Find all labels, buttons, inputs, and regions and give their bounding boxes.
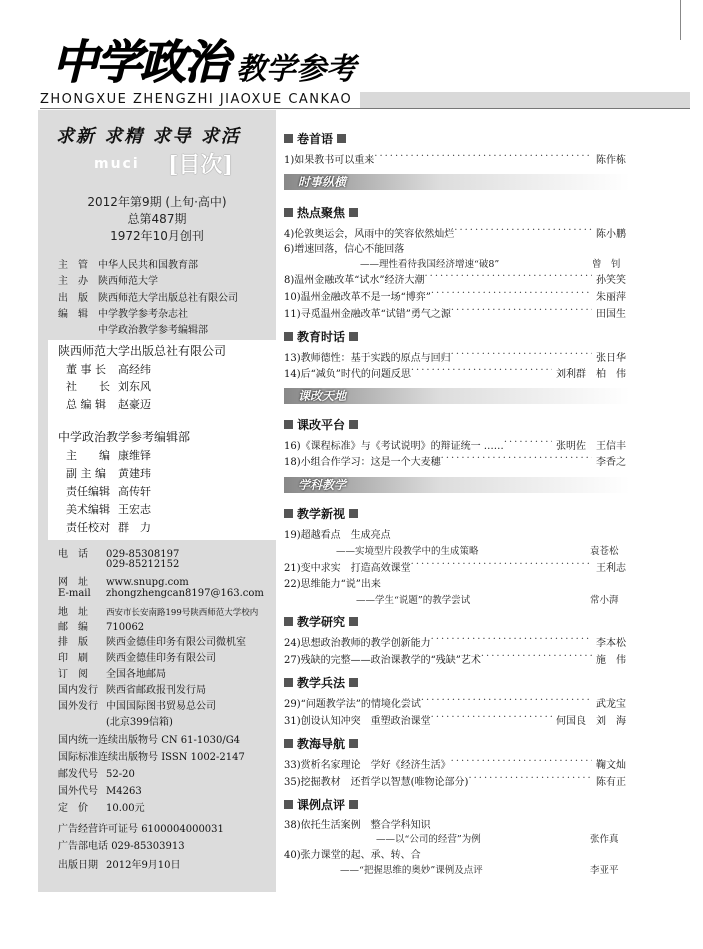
staff-key: 主 编	[66, 449, 110, 462]
section-heading	[284, 204, 358, 221]
subtitle-text: ——以“公司的经营”为例	[376, 834, 481, 845]
editorial-row	[58, 256, 198, 271]
contact-value: M4263	[106, 786, 142, 797]
section-title: 卷首语	[297, 132, 334, 146]
contact-key: 定 价	[58, 803, 88, 814]
section-title: 热点聚焦	[297, 206, 346, 220]
entry-title: 14)后“减负”时代的问题反思	[284, 369, 411, 380]
section-heading	[284, 735, 358, 752]
staff-value: 高经纬	[118, 363, 151, 376]
entry-author: 陈作栋	[596, 155, 626, 166]
subtitle-text: ——实境型片段教学中的生成策略	[336, 546, 479, 557]
contact-value: 西安市长安南路199号陕西师范大学校内	[106, 608, 259, 618]
contact-key: 广告经营许可证号	[58, 824, 138, 835]
contact-key: 网 址	[58, 577, 88, 588]
category-title: 学科教学	[298, 478, 347, 492]
staff-row	[66, 378, 151, 394]
muci-label: muci	[94, 156, 140, 172]
entry-author: 张作真	[590, 834, 619, 845]
toc-entry[interactable]	[284, 712, 626, 727]
toc-entry[interactable]	[284, 651, 626, 666]
contact-row	[58, 697, 216, 712]
staff-key: 责任校对	[66, 521, 110, 534]
entry-title: 11)寻觅温州金融改革“试错”勇气之源	[284, 309, 451, 320]
contact-row	[58, 681, 206, 696]
contact-value: 陕西金德佳印务有限公司	[106, 653, 216, 664]
contact-key: 国际标准连续出版物号	[58, 752, 158, 763]
entry-title: 21)变中求实 打造高效课堂	[284, 563, 411, 574]
contact-row	[58, 665, 166, 680]
editorial-value: 陕西师范大学出版总社有限公司	[98, 293, 238, 304]
contact-key: 排 版	[58, 637, 88, 648]
header-bar	[360, 92, 690, 108]
staff-row	[66, 447, 151, 463]
section-heading	[284, 674, 358, 691]
editorial-value: 中华人民共和国教育部	[98, 260, 198, 271]
entry-subtitle	[340, 862, 483, 876]
contact-value: zhongzhengcan8197@163.com	[106, 588, 264, 599]
entry-subtitle	[356, 592, 470, 606]
subtitle-text: ——理性看待我国经济增速“破8”	[360, 259, 500, 270]
contact-row	[58, 588, 264, 599]
contact-value: 陕西省邮政报刊发行局	[106, 685, 206, 696]
contact-row	[58, 633, 246, 648]
contact-key: 邮发代号	[58, 769, 98, 780]
entry-title: 38)依托生活案例 整合学科知识	[284, 820, 431, 831]
staff-value: 刘东风	[118, 380, 151, 393]
toc-entry[interactable]	[284, 756, 626, 771]
section-title: 课改平台	[297, 418, 346, 432]
toc-entry[interactable]	[284, 349, 626, 364]
category-title: 课改天地	[298, 389, 347, 403]
entry-title: 29)“问题教学法”的情境化尝试	[284, 699, 421, 710]
issue-line-3: 1972年10月创刊	[110, 229, 204, 243]
contact-key: 国外代号	[58, 786, 98, 797]
entry-author: 王利志	[596, 563, 626, 574]
staff-value: 赵豪迈	[118, 398, 151, 411]
entry-title: 10)温州金融改革不是一场“博弈”	[284, 292, 431, 303]
staff-key: 总 编 辑	[66, 398, 106, 411]
contact-key: 订 阅	[58, 669, 88, 680]
section-heading	[284, 416, 358, 433]
editorial-row	[58, 321, 208, 336]
toc-entry[interactable]	[284, 151, 626, 166]
header-rule	[40, 108, 690, 109]
entry-subtitle	[376, 831, 481, 845]
entry-author: 武龙宝	[596, 699, 626, 710]
subtitle-text: ——学生“说题”的教学尝试	[356, 595, 471, 606]
entry-subtitle	[336, 543, 479, 557]
editorial-value: 中学教学参考杂志社	[98, 309, 188, 320]
toc-entry[interactable]	[284, 288, 626, 303]
toc-entry[interactable]	[284, 816, 626, 831]
entry-author: 陈有正	[596, 777, 626, 788]
editorial-key: 主 管	[58, 260, 88, 271]
staff-row	[66, 501, 151, 517]
entry-title: 1)如果教书可以重来	[284, 155, 375, 166]
issue-line-2: 总第487期	[127, 212, 187, 226]
toc-entry[interactable]	[284, 271, 626, 286]
entry-title: 22)思维能力“说”出来	[284, 579, 381, 590]
contact-value: (北京399信箱)	[106, 717, 173, 728]
contact-row	[58, 713, 173, 728]
staff-key: 责任编辑	[66, 485, 110, 498]
contact-value: 029-85308197	[106, 549, 180, 560]
entry-author: 朱丽萍	[596, 292, 626, 303]
contact-value: www.snupg.com	[106, 577, 189, 588]
staff-value: 高传轩	[118, 485, 151, 498]
entry-author: 李本松	[596, 638, 626, 649]
entry-title: 13)教师德性：基于实践的原点与回归	[284, 353, 451, 364]
toc-entry[interactable]	[284, 437, 626, 452]
editorial-key: 编 辑	[58, 309, 88, 320]
category-band	[284, 388, 630, 404]
staff-key: 董 事 长	[66, 363, 106, 376]
toc-entry[interactable]	[284, 225, 626, 240]
contact-value: 10.00元	[106, 803, 145, 814]
entry-author: 常小湃	[590, 595, 619, 606]
section-heading	[284, 796, 358, 813]
contact-value: 2012年9月10日	[106, 860, 181, 871]
staff-key: 副 主 编	[66, 467, 106, 480]
contact-row	[58, 545, 179, 560]
entry-author: 施 伟	[596, 655, 626, 666]
staff-row	[66, 465, 151, 481]
section-title: 教学兵法	[297, 676, 346, 690]
contact-key: 国内发行	[58, 685, 98, 696]
section-title: 教育时话	[297, 330, 346, 344]
staff-value: 王宏志	[118, 503, 151, 516]
corner-line	[680, 0, 681, 40]
entry-author: 李亚平	[590, 865, 619, 876]
contact-key: 出版日期	[58, 860, 98, 871]
contact-value: ISSN 1002-2147	[161, 752, 245, 763]
contact-key: 广告部电话	[58, 841, 108, 852]
contact-value: 52-20	[106, 769, 135, 780]
entry-author: 鞠文灿	[596, 760, 626, 771]
dept-name: 中学政治教学参考编辑部	[58, 430, 191, 444]
contact-value: CN 61-1030/G4	[161, 735, 241, 746]
mulu-text: 目次	[178, 152, 223, 178]
toc-entry[interactable]	[284, 559, 626, 574]
contact-key: 国内统一连续出版物号	[58, 735, 158, 746]
contact-value: 陕西金德佳印务有限公司微机室	[106, 637, 246, 648]
mulu-title: [目次]	[168, 152, 233, 178]
contact-value: 710062	[106, 622, 145, 633]
entry-title: 19)超越看点 生成亮点	[284, 530, 391, 541]
section-title: 教学新视	[297, 507, 346, 521]
editorial-row	[58, 272, 158, 287]
staff-row	[66, 483, 151, 499]
contact-row	[58, 765, 135, 780]
entry-author: 田国生	[596, 309, 626, 320]
publisher-name: 陕西师范大学出版总社有限公司	[58, 344, 227, 358]
editorial-key: 出 版	[58, 293, 88, 304]
contact-key: E-mail	[58, 588, 91, 599]
entry-author: 袁苍松	[590, 546, 619, 557]
section-title: 课例点评	[297, 798, 346, 812]
entry-subtitle	[360, 256, 499, 270]
staff-row	[66, 519, 151, 535]
staff-key: 社 长	[66, 380, 110, 393]
contact-row	[58, 820, 224, 835]
editorial-key: 主 办	[58, 276, 88, 287]
contact-row	[58, 603, 258, 618]
entry-title: 40)张力课堂的起、承、转、合	[284, 850, 421, 861]
staff-value: 黄建玮	[118, 467, 151, 480]
entry-author: 曾 钊	[592, 259, 621, 270]
entry-author: 刘利群 柏 伟	[556, 369, 626, 380]
entry-title: 31)创设认知冲突 重塑政治课堂	[284, 716, 431, 727]
masthead-title-small: 教学参考	[236, 52, 356, 87]
entry-title: 35)挖掘教材 还哲学以智慧(唯物论部分)	[284, 777, 469, 788]
editorial-row	[58, 289, 238, 304]
contact-row	[58, 837, 185, 852]
category-band	[284, 477, 630, 493]
contact-value: 中国国际图书贸易总公司	[106, 701, 216, 712]
contact-value: 6100004000031	[141, 824, 224, 835]
masthead-title-big: 中学政治	[52, 35, 228, 89]
staff-row	[66, 361, 151, 377]
contact-key: 电 话	[58, 549, 88, 560]
toc-entry[interactable]	[284, 365, 626, 380]
staff-row	[66, 396, 151, 412]
contact-key: 国外发行	[58, 701, 98, 712]
entry-author: 何国良 刘 海	[556, 716, 626, 727]
toc-entry[interactable]	[284, 240, 626, 255]
staff-value: 康维铎	[118, 449, 151, 462]
editorial-row	[58, 305, 188, 320]
entry-title: 4)伦敦奥运会，风雨中的笑容依然灿烂	[284, 229, 455, 240]
masthead-pinyin: ZHONGXUE ZHENGZHI JIAOXUE CANKAO	[40, 92, 353, 107]
toc-entry[interactable]	[284, 305, 626, 320]
entry-author: 张明佐 王信丰	[556, 441, 626, 452]
contact-key: 印 刷	[58, 653, 88, 664]
staff-value: 群 力	[118, 521, 151, 534]
editorial-value: 中学政治教学参考编辑部	[98, 325, 208, 336]
toc-entry[interactable]	[284, 526, 626, 541]
contact-value: 029-85212152	[106, 559, 180, 570]
entry-author: 孙笑笑	[596, 275, 626, 286]
contact-row	[58, 649, 216, 664]
contact-row	[58, 856, 181, 871]
entry-title: 8)温州金融改革“试水”经济大潮	[284, 275, 425, 286]
section-heading	[284, 505, 358, 522]
entry-title: 18)小组合作学习：这是一个大麦穗	[284, 457, 441, 468]
contact-row	[58, 618, 144, 633]
toc-entry[interactable]	[284, 695, 626, 710]
entry-title: 27)残缺的完整——政治课教学的“残缺”艺术	[284, 655, 481, 666]
editorial-value: 陕西师范大学	[98, 276, 158, 287]
contact-row	[58, 748, 245, 763]
issue-line-1: 2012年第9期 (上旬·高中)	[87, 195, 227, 209]
entry-title: 6)增速回落，信心不能回落	[284, 244, 405, 255]
entry-title: 16)《课程标准》与《考试说明》的辩证统一 ……	[284, 441, 504, 452]
contact-key: 邮 编	[58, 622, 88, 633]
category-band	[284, 174, 630, 190]
contact-row	[58, 559, 179, 570]
toc-entry[interactable]	[284, 846, 626, 861]
slogan: 求新 求精 求导 求活	[56, 126, 241, 147]
category-title: 时事纵横	[298, 175, 347, 189]
entry-author: 张日华	[596, 353, 626, 364]
staff-key: 美术编辑	[66, 503, 110, 516]
contact-value: 全国各地邮局	[106, 669, 166, 680]
contact-value: 029-85303913	[111, 841, 185, 852]
toc-entry[interactable]	[284, 453, 626, 468]
contact-row	[58, 782, 142, 797]
section-title: 教海导航	[297, 737, 346, 751]
entry-author: 李香之	[596, 457, 626, 468]
toc-entry[interactable]	[284, 773, 626, 788]
section-heading	[284, 328, 358, 345]
section-heading	[284, 130, 346, 147]
contact-key: 地 址	[58, 607, 88, 618]
contact-row	[58, 799, 145, 814]
section-heading	[284, 613, 358, 630]
toc-entry[interactable]	[284, 575, 626, 590]
masthead	[40, 18, 370, 88]
contact-row	[58, 731, 240, 746]
section-title: 教学研究	[297, 615, 346, 629]
entry-title: 33)赏析名家理论 学好《经济生活》	[284, 760, 451, 771]
subtitle-text: ——“把握思维的奥妙”课例及点评	[340, 865, 483, 876]
entry-author: 陈小鹏	[596, 229, 626, 240]
toc-entry[interactable]	[284, 634, 626, 649]
contact-row	[58, 573, 189, 588]
entry-title: 24)思想政治教师的教学创新能力	[284, 638, 431, 649]
